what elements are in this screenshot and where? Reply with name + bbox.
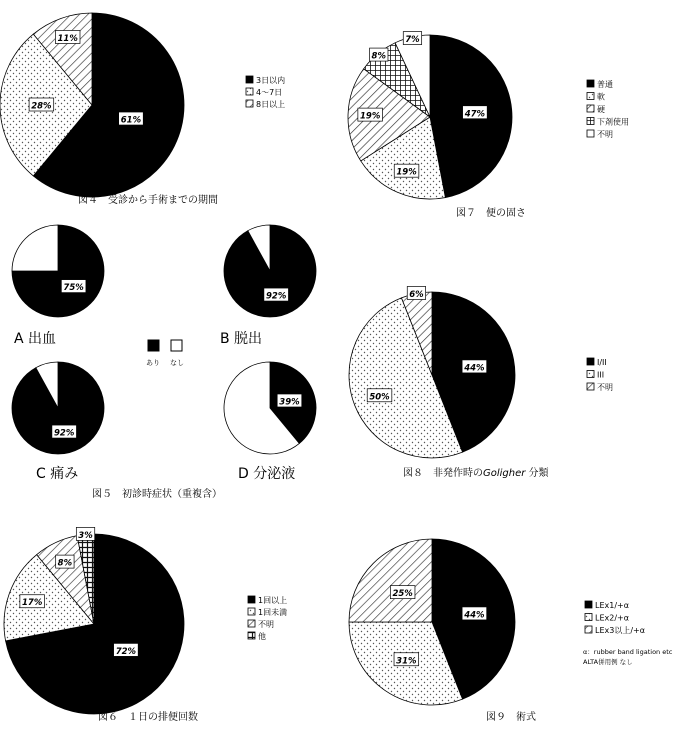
fig7-data-label-3: 8%	[371, 51, 386, 62]
fig4-legend-swatch-0	[246, 76, 253, 83]
fig8-legend-label-0: I/II	[597, 358, 607, 367]
fig6-legend-swatch-1	[248, 608, 255, 615]
fig6-legend-label-3: 他	[258, 632, 266, 641]
fig5b-data-label-0: 92%	[265, 291, 287, 302]
fig5-legend-no-label: なし	[170, 359, 184, 367]
fig4-legend-label-0: 3日以内	[256, 76, 286, 85]
fig9-footnote-line1: α：rubber band ligation etc	[583, 648, 673, 656]
fig6-legend-swatch-3	[248, 632, 255, 639]
fig4-pie	[0, 13, 285, 197]
fig5-legend-yes-label: あり	[146, 359, 160, 367]
fig4-legend-swatch-2	[246, 100, 253, 107]
fig5-legend-yes-swatch	[148, 340, 159, 351]
fig9-caption: 図９ 術式	[486, 712, 536, 723]
fig6-legend-label-0: 1回以上	[258, 596, 288, 605]
fig6-legend-swatch-0	[248, 596, 255, 603]
fig6-data-label-1: 17%	[22, 598, 43, 609]
fig9-legend-swatch-2	[585, 626, 592, 633]
fig7-legend-label-2: 硬	[597, 105, 605, 114]
fig5-caption: 図５ 初診時症状（重複含）	[92, 489, 222, 500]
fig7-data-label-2: 19%	[359, 111, 381, 122]
fig8-pie	[349, 286, 613, 458]
fig8-legend-swatch-0	[587, 358, 594, 365]
fig7-legend-swatch-0	[587, 80, 594, 87]
fig7-pie	[348, 32, 629, 199]
fig8-legend-label-1: III	[597, 370, 605, 380]
fig9-slice-2	[349, 539, 432, 622]
fig9-legend-swatch-1	[585, 614, 592, 621]
fig7-caption: 図７ 便の固さ	[456, 208, 526, 219]
fig8-data-label-2: 6%	[409, 289, 424, 300]
fig7-legend-swatch-3	[587, 118, 594, 125]
fig7-legend-label-0: 普通	[597, 80, 613, 89]
fig9-footnote-line2: ALTA併用例 なし	[583, 658, 633, 666]
fig7-data-label-0: 47%	[464, 109, 486, 120]
fig7-legend-swatch-4	[587, 130, 594, 137]
fig8-caption-italic: Goligher	[483, 468, 526, 479]
fig6-data-label-0: 72%	[115, 646, 137, 657]
fig7-legend-swatch-2	[587, 105, 594, 112]
fig8-caption-prefix: 図８ 非発作時の	[403, 468, 483, 479]
fig5a-slice-1	[12, 225, 58, 271]
fig5c-pie	[12, 362, 104, 482]
fig5a-data-label-0: 75%	[63, 283, 84, 294]
fig8-data-label-0: 44%	[464, 363, 485, 374]
fig5b-title: B 脱出	[220, 331, 263, 347]
fig7-legend-label-3: 下剤使用	[597, 117, 629, 127]
fig8-caption	[403, 466, 549, 479]
fig5-legend-no-swatch	[171, 340, 182, 351]
fig9-data-label-2: 25%	[392, 589, 413, 600]
fig4-legend-label-2: 8日以上	[256, 100, 286, 109]
fig4-legend-swatch-1	[246, 88, 253, 95]
fig7-data-label-1: 19%	[396, 167, 417, 178]
fig8-data-label-1: 50%	[369, 392, 390, 403]
fig6-legend-label-1: 1回未満	[258, 608, 288, 617]
fig6-data-label-3: 3%	[78, 530, 93, 541]
fig8-legend-swatch-1	[587, 371, 594, 378]
fig7-legend-label-4: 不明	[597, 130, 613, 139]
fig7-legend-swatch-1	[587, 93, 594, 100]
fig8-legend-swatch-2	[587, 383, 594, 390]
fig5a-pie	[12, 225, 104, 347]
fig5a-title: A 出血	[14, 331, 57, 347]
fig5d-pie	[224, 362, 316, 482]
fig6-data-label-2: 8%	[57, 558, 73, 569]
fig8-legend-label-2: 不明	[597, 383, 613, 392]
fig9-data-label-1: 31%	[396, 656, 417, 667]
fig4-data-label-2: 11%	[57, 33, 78, 44]
fig4-data-label-1: 28%	[31, 101, 52, 112]
fig4-caption: 図４ 受診から手術までの期間	[78, 195, 218, 206]
fig6-legend-label-2: 不明	[258, 620, 274, 629]
fig8-caption-suffix: 分類	[525, 468, 549, 479]
fig7-legend-label-1: 軟	[597, 92, 605, 102]
fig9-legend-label-2: LEx3以上/+α	[595, 626, 646, 635]
fig5d-title: D 分泌液	[238, 466, 296, 482]
fig6-legend-swatch-2	[248, 620, 255, 627]
fig9-legend-label-1: LEx2/+α	[595, 613, 630, 623]
fig4-data-label-0: 61%	[120, 115, 142, 126]
fig9-legend-swatch-0	[585, 601, 592, 608]
fig9-data-label-0: 44%	[464, 610, 485, 621]
fig7-data-label-4: 7%	[405, 35, 420, 46]
fig9-legend-label-0: LEx1/+α	[595, 601, 630, 610]
fig4-legend-label-1: 4〜7日	[256, 88, 283, 97]
fig5c-title: C 痛み	[36, 466, 79, 482]
fig6-pie	[4, 527, 287, 714]
fig9-pie	[349, 539, 645, 705]
fig5d-data-label-0: 39%	[279, 397, 300, 408]
fig6-caption: 図６ １日の排便回数	[98, 712, 198, 723]
fig5c-data-label-0: 92%	[53, 428, 75, 439]
fig5b-pie	[220, 225, 316, 347]
fig5-legend	[146, 340, 184, 367]
